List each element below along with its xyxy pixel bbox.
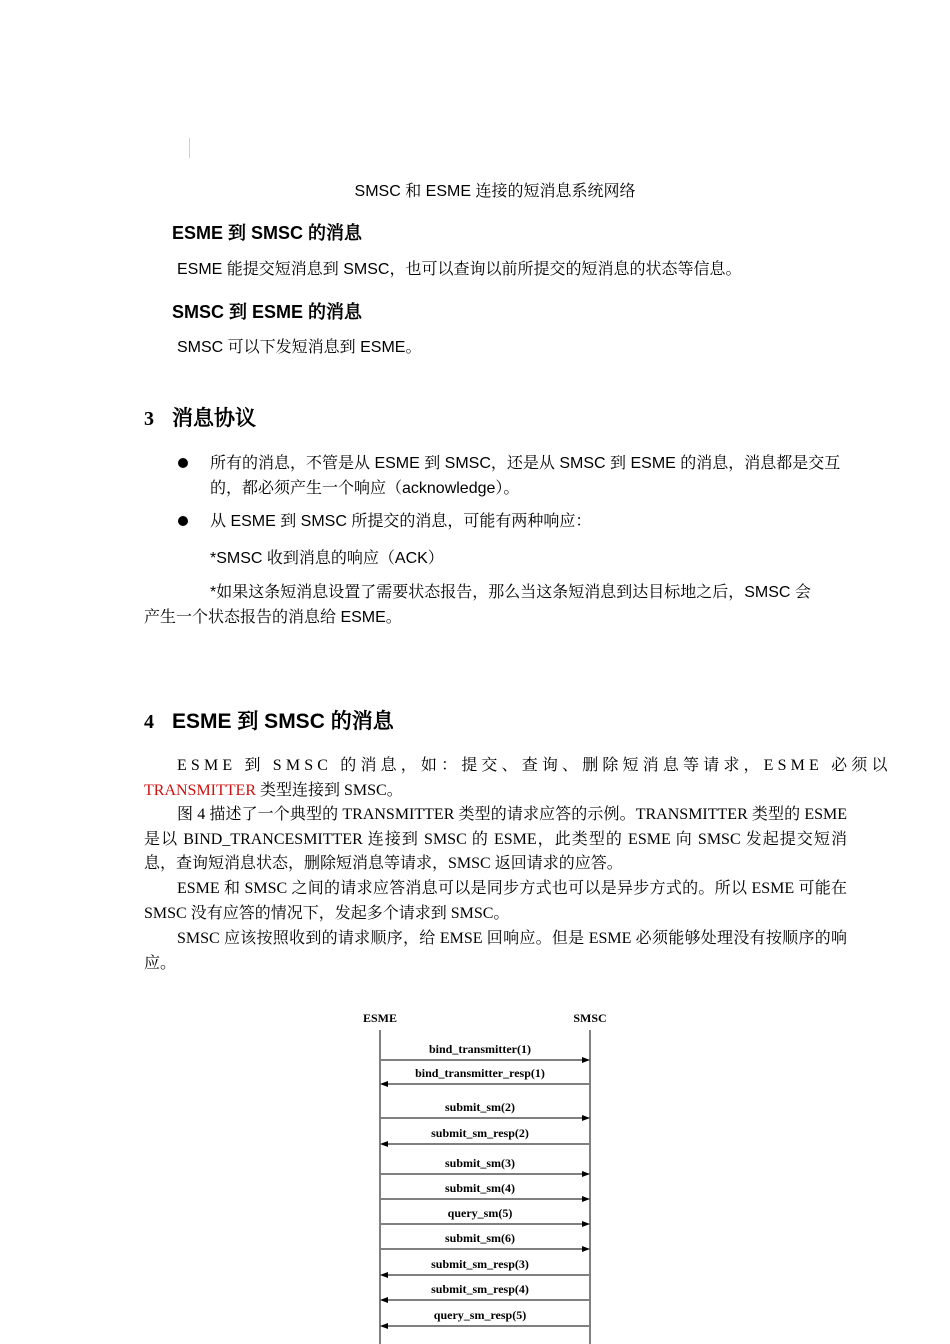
section-4-title: ESME 到 SMSC 的消息	[172, 710, 394, 733]
response-ack-line: *SMSC 收到消息的响应（ACK）	[210, 550, 444, 567]
paragraph-1-line-1: ESME 到 SMSC 的消息，如：提交、查询、删除短消息等请求，ESME 必须以	[177, 757, 892, 774]
section-4-paragraph-3: ESME 和 SMSC 之间的请求应答消息可以是同步方式也可以是异步方式的。所以 ESME 可能在 SMSC 没有应答的情况下，发起多个请求到 SMSC。	[144, 880, 847, 922]
paragraph-smsc-to-esme: SMSC 可以下发短消息到 ESME。	[177, 339, 422, 356]
paragraph-1-line-2	[144, 779, 847, 804]
section-4-heading	[144, 705, 394, 735]
message-arrows	[381, 1042, 589, 1326]
section-3-heading	[144, 402, 256, 432]
subheading-smsc-to-esme: SMSC 到 ESME 的消息	[172, 302, 363, 322]
bullet-item-1: 所有的消息，不管是从 ESME 到 SMSC，还是从 SMSC 到 ESME 的消息，消息都是交互的，都必须产生一个响应（acknowledge）。	[210, 455, 841, 497]
section-4-paragraph-2: 图 4 描述了一个典型的 TRANSMITTER 类型的请求应答的示例。TRANSMITTER 类型的 ESME 是以 BIND_TRANCESMITTER 连接到 SMSC 的 ESME，此类型的 ESME 向 SMSC 发起提交短消息，查询短消息状态，删除短消息等请求，SMSC 返回请求的应答。	[144, 806, 847, 873]
left-margin-tick	[189, 138, 190, 158]
message-label: submit_sm_resp(3)	[431, 1257, 529, 1271]
message-label: submit_sm(2)	[444, 1100, 516, 1114]
section-4-paragraph-4: SMSC 应该按照收到的请求顺序，给 EMSE 回响应。但是 ESME 必须能够处理没有按顺序的响应。	[144, 930, 847, 972]
message-label: bind_transmitter_resp(1)	[415, 1066, 545, 1080]
bullet-dot-1	[178, 458, 188, 468]
message-label: query_sm(5)	[447, 1206, 513, 1220]
smsc-lifeline-label: SMSC	[573, 1011, 607, 1025]
section-3-number: 3	[144, 408, 154, 430]
paragraph-esme-to-smsc: ESME 能提交短消息到 SMSC，也可以查询以前所提交的短消息的状态等信息。	[177, 261, 742, 278]
message-label: query_sm_resp(5)	[433, 1308, 527, 1322]
bullet-item-2: 从 ESME 到 SMSC 所提交的消息，可能有两种响应：	[210, 513, 592, 530]
message-label: submit_sm(3)	[444, 1156, 516, 1170]
bullet-dot-2	[178, 516, 188, 526]
message-label: submit_sm_resp(4)	[431, 1282, 529, 1296]
transmitter-highlight: TRANSMITTER	[144, 781, 256, 799]
esme-lifeline-label: ESME	[362, 1011, 398, 1025]
message-label: submit_sm(4)	[444, 1181, 516, 1195]
paragraph-1-tail: 类型连接到 SMSC。	[256, 781, 403, 799]
message-label: submit_sm(6)	[444, 1231, 516, 1245]
status-report-line-2: 产生一个状态报告的消息给 ESME。	[144, 609, 402, 626]
message-label: submit_sm_resp(2)	[431, 1126, 529, 1140]
message-label: bind_transmitter(1)	[429, 1042, 531, 1056]
subheading-esme-to-smsc: ESME 到 SMSC 的消息	[172, 223, 363, 243]
section-3-title: 消息协议	[172, 407, 256, 430]
section-4-number: 4	[144, 711, 154, 733]
section-4-paragraph-1	[144, 754, 892, 803]
status-report-line-1: *如果这条短消息设置了需要状态报告，那么当这条短消息到达目标地之后，SMSC 会	[210, 584, 811, 601]
figure-caption: SMSC 和 ESME 连接的短消息系统网络	[354, 183, 636, 200]
